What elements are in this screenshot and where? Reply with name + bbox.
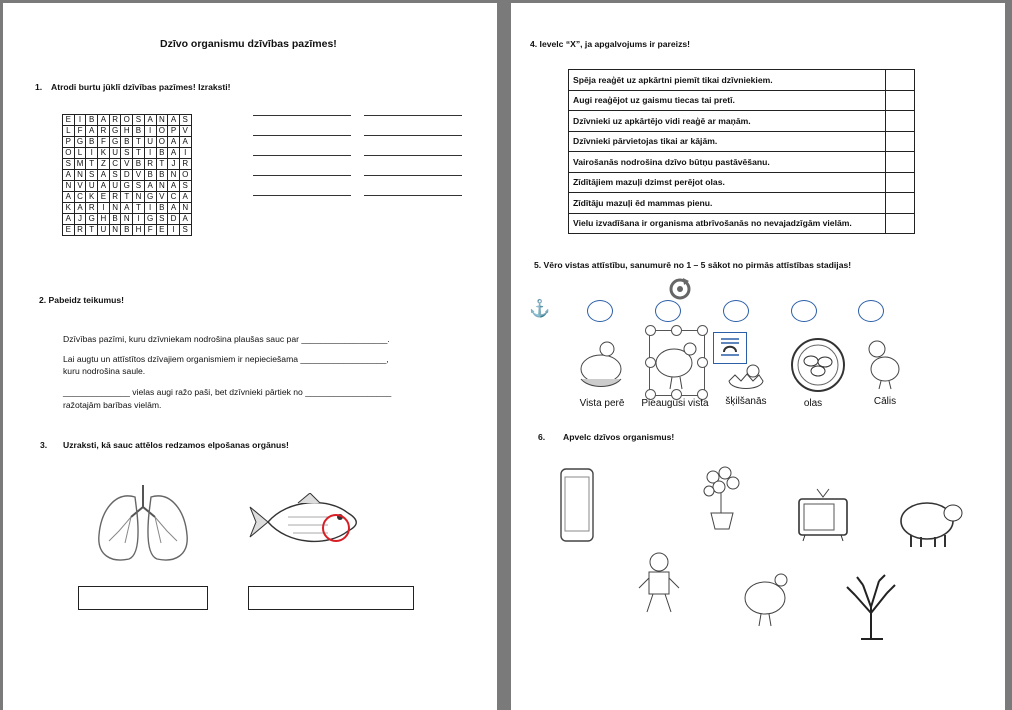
grid-cell[interactable]: B <box>156 148 168 159</box>
resize-handle[interactable] <box>645 325 656 336</box>
grid-cell[interactable]: B <box>86 115 98 126</box>
grid-cell[interactable]: N <box>63 181 75 192</box>
label-chick: Cālis <box>873 396 897 407</box>
label-hatching: šķilšanās <box>725 396 767 407</box>
grid-cell[interactable]: S <box>179 181 191 192</box>
grid-cell[interactable]: O <box>179 170 191 181</box>
sentence-3b: ražotajām barības vielām. <box>63 400 162 410</box>
answer-line[interactable] <box>364 135 462 136</box>
grid-cell[interactable]: G <box>109 137 121 148</box>
grid-cell[interactable]: R <box>109 192 121 203</box>
grid-cell[interactable]: B <box>156 170 168 181</box>
adult-hen-image <box>652 335 700 391</box>
grid-cell[interactable]: S <box>133 181 145 192</box>
grid-cell[interactable]: E <box>63 225 75 236</box>
grid-cell[interactable]: B <box>144 170 156 181</box>
grid-cell[interactable]: I <box>144 203 156 214</box>
grid-row <box>63 159 192 170</box>
grid-cell[interactable]: N <box>109 225 121 236</box>
statement-row <box>569 172 915 193</box>
grid-cell[interactable]: V <box>156 192 168 203</box>
sentence-1[interactable]: Dzīvības pazīmi, kuru dzīvniekam nodrošina plaušas sauc par __________________. <box>63 334 390 344</box>
task1-number: 1. <box>35 82 43 92</box>
grid-cell[interactable]: D <box>168 214 180 225</box>
grid-cell[interactable]: T <box>86 225 98 236</box>
answer-box-fish[interactable] <box>248 586 414 610</box>
task4-heading: 4. Ievelc “X”, ja apgalvojums ir pareizs! <box>530 39 691 49</box>
phone-image[interactable] <box>559 467 595 543</box>
grid-cell[interactable]: G <box>144 192 156 203</box>
grid-cell[interactable]: I <box>98 203 110 214</box>
statement-text: Zīdītājiem mazuļi dzimst perējot olas. <box>569 172 886 193</box>
answer-checkbox-cell[interactable] <box>886 90 915 111</box>
fish-image <box>248 493 363 551</box>
grid-cell[interactable]: U <box>109 148 121 159</box>
grid-cell[interactable]: A <box>168 115 180 126</box>
grid-cell[interactable]: S <box>121 148 133 159</box>
grid-cell[interactable]: A <box>168 181 180 192</box>
grid-cell[interactable]: K <box>63 203 75 214</box>
child-image[interactable] <box>635 548 685 618</box>
grid-cell[interactable]: T <box>121 192 133 203</box>
worksheet-page-1 <box>3 3 497 710</box>
grid-cell[interactable]: I <box>133 214 145 225</box>
sheep-image[interactable] <box>895 497 967 549</box>
grid-cell[interactable]: U <box>86 181 98 192</box>
hatching-chick-image <box>723 361 773 393</box>
grid-cell[interactable]: A <box>179 192 191 203</box>
grid-cell[interactable]: A <box>63 170 75 181</box>
statement-row <box>569 131 915 152</box>
grid-cell[interactable]: P <box>168 126 180 137</box>
grid-cell[interactable]: S <box>63 159 75 170</box>
grid-cell[interactable]: N <box>133 192 145 203</box>
grid-cell[interactable]: V <box>133 170 145 181</box>
task6-number: 6. <box>538 432 546 442</box>
grid-cell[interactable]: B <box>121 225 133 236</box>
number-oval[interactable] <box>791 300 817 322</box>
grid-cell[interactable]: B <box>121 137 133 148</box>
grid-cell[interactable]: L <box>63 126 75 137</box>
grid-row <box>63 148 192 159</box>
answer-line[interactable] <box>364 175 462 176</box>
grid-cell[interactable]: H <box>121 126 133 137</box>
answer-line[interactable] <box>253 175 351 176</box>
answer-line[interactable] <box>253 135 351 136</box>
label-hen-brooding: Vista perē <box>579 398 625 409</box>
grid-cell[interactable]: C <box>168 192 180 203</box>
task3-number: 3. <box>40 440 48 450</box>
grid-cell[interactable]: R <box>109 115 121 126</box>
answer-line[interactable] <box>253 155 351 156</box>
chick-image <box>861 337 905 391</box>
answer-line[interactable] <box>364 195 462 196</box>
layout-options-button[interactable] <box>713 332 747 364</box>
grid-cell[interactable]: N <box>109 203 121 214</box>
grid-cell[interactable]: A <box>74 203 86 214</box>
grid-cell[interactable]: N <box>179 203 191 214</box>
television-image[interactable] <box>795 487 851 543</box>
grid-cell[interactable]: G <box>121 181 133 192</box>
statement-text: Augi reaģējot uz gaismu tiecas tai pretī. <box>569 90 886 111</box>
grid-cell[interactable]: I <box>168 225 180 236</box>
task3-instruction: Uzraksti, kā sauc attēlos redzamos elpošanas orgānus! <box>63 440 289 450</box>
grid-cell[interactable]: A <box>144 181 156 192</box>
sentence-3a[interactable]: ______________ vielas augi ražo paši, bet dzīvnieki pārtiek no __________________ <box>63 387 392 397</box>
grid-cell[interactable]: H <box>98 214 110 225</box>
anchor-icon: ⚓ <box>529 299 551 318</box>
grid-cell[interactable]: N <box>168 170 180 181</box>
grid-cell[interactable]: A <box>168 148 180 159</box>
grid-cell[interactable]: E <box>98 192 110 203</box>
label-eggs: olas <box>803 398 823 409</box>
lungs-image <box>95 483 191 565</box>
grid-cell[interactable]: A <box>63 192 75 203</box>
grid-cell[interactable]: S <box>179 115 191 126</box>
grid-cell[interactable]: G <box>144 214 156 225</box>
statement-row <box>569 152 915 173</box>
grid-cell[interactable]: T <box>133 203 145 214</box>
task6-instruction: Apvelc dzīvos organismus! <box>563 432 675 442</box>
grid-cell[interactable]: C <box>109 159 121 170</box>
task2-heading: 2. Pabeidz teikumus! <box>39 295 125 305</box>
grid-cell[interactable]: O <box>63 148 75 159</box>
grid-row <box>63 192 192 203</box>
grid-row <box>63 181 192 192</box>
grid-cell[interactable]: R <box>98 126 110 137</box>
grid-cell[interactable]: A <box>144 115 156 126</box>
grid-cell[interactable]: N <box>121 214 133 225</box>
grid-cell[interactable]: B <box>133 126 145 137</box>
answer-line[interactable] <box>364 155 462 156</box>
grid-cell[interactable]: D <box>121 170 133 181</box>
number-oval[interactable] <box>858 300 884 322</box>
grid-cell[interactable]: S <box>86 170 98 181</box>
hen-image[interactable] <box>741 568 793 630</box>
grid-cell[interactable]: T <box>133 137 145 148</box>
statement-row <box>569 111 915 132</box>
grid-cell[interactable]: N <box>156 115 168 126</box>
grid-cell[interactable]: B <box>133 159 145 170</box>
worksheet-page-2 <box>511 3 1005 710</box>
grid-cell[interactable]: O <box>121 115 133 126</box>
grid-cell[interactable]: M <box>74 159 86 170</box>
grid-cell[interactable]: A <box>179 137 191 148</box>
grid-cell[interactable]: A <box>98 181 110 192</box>
grid-cell[interactable]: A <box>98 170 110 181</box>
word-search-grid <box>62 114 192 236</box>
grid-cell[interactable]: E <box>63 115 75 126</box>
grid-cell[interactable]: J <box>168 159 180 170</box>
grid-cell[interactable]: G <box>74 137 86 148</box>
grid-cell[interactable]: A <box>63 214 75 225</box>
number-oval[interactable] <box>587 300 613 322</box>
grid-cell[interactable]: B <box>109 214 121 225</box>
statement-row <box>569 193 915 214</box>
grid-cell[interactable]: K <box>86 192 98 203</box>
grid-cell[interactable]: R <box>144 159 156 170</box>
grid-cell[interactable]: R <box>74 225 86 236</box>
grid-cell[interactable]: F <box>74 126 86 137</box>
grid-cell[interactable]: I <box>144 126 156 137</box>
resize-handle[interactable] <box>697 357 708 368</box>
answer-line[interactable] <box>364 115 462 116</box>
grid-cell[interactable]: I <box>74 115 86 126</box>
grid-row <box>63 137 192 148</box>
grid-cell[interactable]: L <box>74 148 86 159</box>
statement-row <box>569 70 915 91</box>
grid-cell[interactable]: G <box>109 126 121 137</box>
grid-cell[interactable]: P <box>63 137 75 148</box>
grid-cell[interactable]: A <box>179 214 191 225</box>
eggs-nest-image <box>789 337 847 393</box>
grid-cell[interactable]: S <box>156 214 168 225</box>
grid-row <box>63 115 192 126</box>
grid-cell[interactable]: N <box>74 170 86 181</box>
grid-row <box>63 225 192 236</box>
number-oval[interactable] <box>655 300 681 322</box>
grid-cell[interactable]: R <box>179 159 191 170</box>
grid-cell[interactable]: I <box>86 148 98 159</box>
task1-instruction: Atrodi burtu jūklī dzīvības pazīmes! Izraksti! <box>51 82 231 92</box>
statement-row <box>569 90 915 111</box>
answer-line[interactable] <box>253 115 351 116</box>
grid-cell[interactable]: A <box>168 137 180 148</box>
grid-cell[interactable]: C <box>74 192 86 203</box>
grid-cell[interactable]: A <box>98 115 110 126</box>
task5-heading: 5. Vēro vistas attīstību, sanumurē no 1 – 5 sākot no pirmās attīstības stadijas! <box>534 260 852 270</box>
grid-cell[interactable]: S <box>133 115 145 126</box>
resize-handle[interactable] <box>645 357 656 368</box>
grid-cell[interactable]: T <box>156 159 168 170</box>
statement-text: Spēja reaģēt uz apkārtni piemīt tikai dzīvniekiem. <box>569 70 886 91</box>
grid-cell[interactable]: O <box>156 126 168 137</box>
grid-cell[interactable]: A <box>168 203 180 214</box>
number-oval[interactable] <box>723 300 749 322</box>
grid-row <box>63 203 192 214</box>
grid-cell[interactable]: V <box>121 159 133 170</box>
grid-cell[interactable]: B <box>156 203 168 214</box>
grid-cell[interactable]: U <box>98 225 110 236</box>
grid-cell[interactable]: E <box>156 225 168 236</box>
grid-row <box>63 170 192 181</box>
flowers-image[interactable] <box>699 463 745 531</box>
grid-cell[interactable]: Z <box>98 159 110 170</box>
grid-cell[interactable]: N <box>156 181 168 192</box>
answer-checkbox-cell[interactable] <box>886 172 915 193</box>
grid-cell[interactable]: H <box>133 225 145 236</box>
grid-cell[interactable]: I <box>144 148 156 159</box>
answer-checkbox-cell[interactable] <box>886 131 915 152</box>
statement-text: Zīdītāju mazuļi ēd mammas pienu. <box>569 193 886 214</box>
answer-checkbox-cell[interactable] <box>886 213 915 234</box>
statement-row <box>569 213 915 234</box>
grid-row <box>63 126 192 137</box>
grid-cell[interactable]: F <box>144 225 156 236</box>
bare-tree-image[interactable] <box>843 573 899 643</box>
grid-cell[interactable]: R <box>86 203 98 214</box>
grid-cell[interactable]: B <box>86 137 98 148</box>
statement-text: Vielu izvadīšana ir organisma atbrīvošanās no nevajadzīgām vielām. <box>569 213 886 234</box>
grid-cell[interactable]: A <box>121 203 133 214</box>
page-title: Dzīvo organismu dzīvības pazīmes! <box>160 38 337 50</box>
statement-text: Dzīvnieki pārvietojas tikai ar kājām. <box>569 131 886 152</box>
answer-checkbox-cell[interactable] <box>886 152 915 173</box>
grid-cell[interactable]: K <box>98 148 110 159</box>
grid-cell[interactable]: G <box>86 214 98 225</box>
resize-handle[interactable] <box>697 325 708 336</box>
grid-cell[interactable]: S <box>109 170 121 181</box>
true-false-table <box>568 69 915 234</box>
resize-handle[interactable] <box>671 325 682 336</box>
grid-cell[interactable]: J <box>74 214 86 225</box>
grid-cell[interactable]: F <box>98 137 110 148</box>
grid-cell[interactable]: O <box>156 137 168 148</box>
grid-cell[interactable]: V <box>74 181 86 192</box>
grid-cell[interactable]: T <box>133 148 145 159</box>
sentence-2b: kuru nodrošina saule. <box>63 366 146 376</box>
grid-cell[interactable]: U <box>144 137 156 148</box>
answer-checkbox-cell[interactable] <box>886 111 915 132</box>
grid-cell[interactable]: U <box>109 181 121 192</box>
grid-cell[interactable]: A <box>86 126 98 137</box>
hen-brooding-image <box>577 333 623 391</box>
statement-text: Vairošanās nodrošina dzīvo būtņu pastāvēšanu. <box>569 152 886 173</box>
grid-cell[interactable]: T <box>86 159 98 170</box>
grid-cell[interactable]: I <box>179 148 191 159</box>
grid-row <box>63 214 192 225</box>
answer-checkbox-cell[interactable] <box>886 193 915 214</box>
grid-cell[interactable]: V <box>179 126 191 137</box>
label-adult-hen: Pieaugusi vista <box>641 398 709 409</box>
sentence-2a[interactable]: Lai augtu un attīstītos dzīvajiem organismiem ir nepieciešama __________________, <box>63 354 389 364</box>
answer-checkbox-cell[interactable] <box>886 70 915 91</box>
statement-text: Dzīvnieki uz apkārtējo vidi reaģē ar maņām. <box>569 111 886 132</box>
answer-line[interactable] <box>253 195 351 196</box>
answer-box-lungs[interactable] <box>78 586 208 610</box>
grid-cell[interactable]: S <box>179 225 191 236</box>
